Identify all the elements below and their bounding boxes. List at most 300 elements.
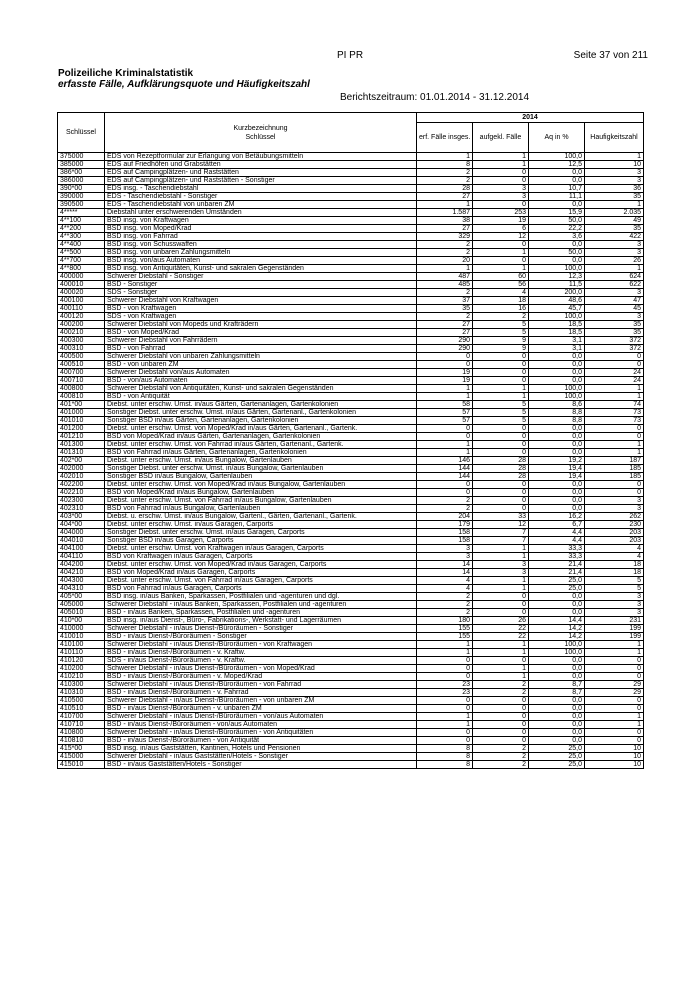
cell-key: 402210: [58, 489, 105, 497]
cell-cases: 2: [417, 289, 473, 297]
table-row: [58, 369, 644, 377]
cell-cases: 2: [417, 609, 473, 617]
cell-solved: 28: [473, 473, 529, 481]
cell-cases: 1: [417, 721, 473, 729]
cell-description: Diebst. unter erschw. Umst. von Fahrrad in/aus Bungalow, Gartenlauben: [105, 497, 417, 505]
table-row: [58, 193, 644, 201]
cell-clearance-rate: 0,0: [529, 241, 585, 249]
cell-cases: 1: [417, 449, 473, 457]
cell-description: BSD - in/aus Dienst-/Büroräumen - Sonstiger: [105, 633, 417, 641]
table-row: [58, 601, 644, 609]
cell-clearance-rate: 10,7: [529, 185, 585, 193]
cell-cases: 27: [417, 321, 473, 329]
cell-description: Schwerer Diebstahl - in/aus Dienst-/Büroräumen - von Kraftwagen: [105, 641, 417, 649]
cell-clearance-rate: 14,2: [529, 633, 585, 641]
table-row: [58, 161, 644, 169]
table-row: [58, 385, 644, 393]
cell-description: Schwerer Diebstahl - in/aus Dienst-/Büroräumen - von Fahrrad: [105, 681, 417, 689]
cell-solved: 5: [473, 409, 529, 417]
cell-frequency: 5: [585, 577, 644, 585]
cell-solved: 26: [473, 617, 529, 625]
cell-cases: 485: [417, 281, 473, 289]
cell-frequency: 24: [585, 377, 644, 385]
cell-description: EDS - Taschendiebstahl von unbaren ZM: [105, 201, 417, 209]
table-row: [58, 313, 644, 321]
cell-solved: 0: [473, 729, 529, 737]
cell-clearance-rate: 3,6: [529, 233, 585, 241]
cell-clearance-rate: 3,1: [529, 337, 585, 345]
cell-cases: 0: [417, 737, 473, 745]
cell-clearance-rate: 25,0: [529, 753, 585, 761]
table-row: [58, 633, 644, 641]
cell-description: BSD insg. in/aus Dienst-, Büro-, Fabrikations-, Werkstatt- und Lagerräumen: [105, 617, 417, 625]
cell-solved: 0: [473, 241, 529, 249]
cell-frequency: 35: [585, 193, 644, 201]
cell-cases: 0: [417, 481, 473, 489]
cell-frequency: 3: [585, 601, 644, 609]
cell-frequency: 35: [585, 321, 644, 329]
cell-description: Sonstiger Diebst. unter erschw. Umst. in/aus Gärten, Gartenanl., Gartenkolonien: [105, 409, 417, 417]
cell-solved: 1: [473, 385, 529, 393]
table-row: [58, 761, 644, 769]
cell-frequency: 1: [585, 153, 644, 161]
cell-clearance-rate: 45,7: [529, 305, 585, 313]
cell-frequency: 3: [585, 177, 644, 185]
cell-clearance-rate: 25,0: [529, 577, 585, 585]
cell-key: 410500: [58, 697, 105, 705]
cell-key: 410120: [58, 657, 105, 665]
cell-cases: 204: [417, 513, 473, 521]
cell-solved: 0: [473, 489, 529, 497]
statistics-table: [57, 112, 644, 769]
cell-solved: 1: [473, 161, 529, 169]
cell-solved: 2: [473, 753, 529, 761]
cell-cases: 2: [417, 601, 473, 609]
cell-solved: 12: [473, 521, 529, 529]
cell-description: Diebst. unter erschw. Umst. von Moped/Krad in/aus Garagen, Carports: [105, 561, 417, 569]
cell-key: 400810: [58, 393, 105, 401]
cell-cases: 487: [417, 273, 473, 281]
column-header-key: Schlüssel: [58, 113, 105, 153]
cell-key: 410710: [58, 721, 105, 729]
cell-solved: 28: [473, 457, 529, 465]
cell-description: BSD von Fahrrad in/aus Garagen, Carports: [105, 585, 417, 593]
table-row: [58, 265, 644, 273]
cell-solved: 28: [473, 465, 529, 473]
cell-frequency: 0: [585, 665, 644, 673]
cell-key: 4*****: [58, 209, 105, 217]
document-title: Polizeiliche Kriminalstatistik: [58, 68, 194, 79]
cell-solved: 56: [473, 281, 529, 289]
cell-cases: 57: [417, 417, 473, 425]
table-row: [58, 625, 644, 633]
cell-key: 402200: [58, 481, 105, 489]
cell-clearance-rate: 0,0: [529, 593, 585, 601]
table-row: [58, 689, 644, 697]
cell-key: 410510: [58, 705, 105, 713]
cell-cases: 179: [417, 521, 473, 529]
table-row: [58, 281, 644, 289]
table-row: [58, 481, 644, 489]
cell-solved: 1: [473, 665, 529, 673]
table-row: [58, 505, 644, 513]
cell-key: 404*00: [58, 521, 105, 529]
cell-cases: 19: [417, 377, 473, 385]
cell-solved: 0: [473, 609, 529, 617]
cell-key: 401210: [58, 433, 105, 441]
cell-frequency: 45: [585, 305, 644, 313]
table-row: [58, 305, 644, 313]
cell-cases: 58: [417, 401, 473, 409]
cell-frequency: 36: [585, 185, 644, 193]
table-row: [58, 537, 644, 545]
cell-clearance-rate: 25,0: [529, 761, 585, 769]
cell-cases: 14: [417, 569, 473, 577]
cell-description: Schwerer Diebstahl - in/aus Gaststätten/Hotels - Sonstiger: [105, 753, 417, 761]
cell-solved: 1: [473, 649, 529, 657]
cell-clearance-rate: 0,0: [529, 377, 585, 385]
cell-key: 405000: [58, 601, 105, 609]
cell-key: 401010: [58, 417, 105, 425]
cell-description: BSD - in/aus Dienst-/Büroräumen - v. Moped/Krad: [105, 673, 417, 681]
cell-clearance-rate: 0,0: [529, 737, 585, 745]
cell-key: 400300: [58, 337, 105, 345]
cell-description: EDS auf Friedhöfen und Grabstätten: [105, 161, 417, 169]
cell-solved: 1: [473, 265, 529, 273]
cell-cases: 38: [417, 217, 473, 225]
cell-cases: 290: [417, 345, 473, 353]
cell-frequency: 1: [585, 441, 644, 449]
table-row: [58, 465, 644, 473]
cell-key: 4**200: [58, 225, 105, 233]
cell-cases: 0: [417, 657, 473, 665]
cell-frequency: 422: [585, 233, 644, 241]
cell-description: Diebst. unter erschw. Umst. in/aus Gärten, Gartenanlagen, Gartenkolonien: [105, 401, 417, 409]
cell-solved: 1: [473, 673, 529, 681]
cell-description: Schwerer Diebstahl - Sonstiger: [105, 273, 417, 281]
cell-solved: 9: [473, 337, 529, 345]
cell-solved: 0: [473, 705, 529, 713]
table-row: [58, 729, 644, 737]
cell-frequency: 49: [585, 217, 644, 225]
table-row: [58, 209, 644, 217]
cell-solved: 0: [473, 737, 529, 745]
cell-frequency: 0: [585, 489, 644, 497]
cell-clearance-rate: 11,5: [529, 281, 585, 289]
cell-key: 415010: [58, 761, 105, 769]
cell-description: BSD - von unbaren ZM: [105, 361, 417, 369]
table-row: [58, 737, 644, 745]
cell-frequency: 203: [585, 537, 644, 545]
cell-cases: 1: [417, 649, 473, 657]
cell-description: EDS von Rezeptformular zur Erlangung von Betäubungsmitteln: [105, 153, 417, 161]
cell-cases: 14: [417, 561, 473, 569]
table-row: [58, 681, 644, 689]
cell-solved: 19: [473, 217, 529, 225]
cell-cases: 158: [417, 537, 473, 545]
cell-solved: 0: [473, 433, 529, 441]
table-row: [58, 353, 644, 361]
cell-cases: 3: [417, 553, 473, 561]
table-row: [58, 449, 644, 457]
cell-clearance-rate: 19,4: [529, 473, 585, 481]
cell-key: 410*00: [58, 617, 105, 625]
cell-cases: 2: [417, 241, 473, 249]
cell-clearance-rate: 0,0: [529, 489, 585, 497]
cell-key: 410100: [58, 641, 105, 649]
column-header-description-line1: Kurzbezeichnung: [233, 124, 288, 132]
cell-frequency: 74: [585, 401, 644, 409]
cell-description: Sonstiger BSD in/aus Gärten, Gartenanlagen, Gartenkolonien: [105, 417, 417, 425]
cell-description: EDS auf Campingplätzen- und Raststätten: [105, 169, 417, 177]
cell-frequency: 3: [585, 289, 644, 297]
cell-description: Diebst. unter erschw. Umst. von Fahrrad in/aus Gärten, Gartenanl., Gartenk.: [105, 441, 417, 449]
cell-frequency: 29: [585, 681, 644, 689]
cell-solved: 1: [473, 585, 529, 593]
cell-description: EDS auf Campingplätzen- und Raststätten - Sonstiger: [105, 177, 417, 185]
cell-key: 4**700: [58, 257, 105, 265]
cell-key: 405*00: [58, 593, 105, 601]
cell-frequency: 185: [585, 465, 644, 473]
cell-key: 4**100: [58, 217, 105, 225]
cell-frequency: 18: [585, 569, 644, 577]
cell-solved: 1: [473, 545, 529, 553]
cell-frequency: 1: [585, 393, 644, 401]
cell-key: 404010: [58, 537, 105, 545]
cell-frequency: 372: [585, 345, 644, 353]
table-row: [58, 297, 644, 305]
cell-clearance-rate: 0,0: [529, 609, 585, 617]
cell-key: 404000: [58, 529, 105, 537]
cell-frequency: 0: [585, 657, 644, 665]
cell-description: Schwerer Diebstahl von Antiquitäten, Kunst- und sakralen Gegenständen: [105, 385, 417, 393]
cell-frequency: 1: [585, 265, 644, 273]
cell-clearance-rate: 0,0: [529, 713, 585, 721]
table-row: [58, 153, 644, 161]
table-row: [58, 345, 644, 353]
table-row: [58, 169, 644, 177]
cell-frequency: 2.035: [585, 209, 644, 217]
cell-solved: 18: [473, 297, 529, 305]
cell-solved: 6: [473, 225, 529, 233]
cell-clearance-rate: 100,0: [529, 641, 585, 649]
column-header-description: [105, 113, 417, 153]
table-row: [58, 289, 644, 297]
cell-description: BSD - in/aus Gaststätten/Hotels - Sonstiger: [105, 761, 417, 769]
cell-frequency: 3: [585, 169, 644, 177]
column-header-description-line2: Schlüssel: [245, 133, 276, 141]
cell-frequency: 199: [585, 625, 644, 633]
table-row: [58, 697, 644, 705]
reporting-period: Berichtszeitraum: 01.01.2014 - 31.12.2014: [340, 92, 530, 103]
cell-cases: 2: [417, 169, 473, 177]
cell-solved: 1: [473, 641, 529, 649]
cell-solved: 3: [473, 193, 529, 201]
cell-frequency: 372: [585, 337, 644, 345]
cell-description: Schwerer Diebstahl von Fahrrädern: [105, 337, 417, 345]
cell-clearance-rate: 100,0: [529, 313, 585, 321]
cell-frequency: 10: [585, 161, 644, 169]
cell-description: Diebst. u. erschw. Umst. in/aus Bungalow, Gartenl., Gärten, Gartenanl., Gartenk.: [105, 513, 417, 521]
cell-frequency: 1: [585, 201, 644, 209]
cell-description: BSD - in/aus Banken, Sparkassen, Postfilialen und -agenturen: [105, 609, 417, 617]
cell-frequency: 1: [585, 721, 644, 729]
cell-frequency: 4: [585, 553, 644, 561]
table-row: [58, 569, 644, 577]
cell-solved: 0: [473, 377, 529, 385]
cell-description: Schwerer Diebstahl von Kraftwagen: [105, 297, 417, 305]
cell-key: 405010: [58, 609, 105, 617]
cell-description: BSD von Fahrrad in/aus Bungalow, Gartenlauben: [105, 505, 417, 513]
cell-cases: 146: [417, 457, 473, 465]
cell-description: EDS insg. - Taschendiebstahl: [105, 185, 417, 193]
cell-cases: 23: [417, 689, 473, 697]
cell-solved: 33: [473, 513, 529, 521]
cell-frequency: 1: [585, 713, 644, 721]
cell-key: 403*00: [58, 513, 105, 521]
cell-description: BSD - von Fahrrad: [105, 345, 417, 353]
cell-clearance-rate: 6,7: [529, 521, 585, 529]
cell-key: 4**800: [58, 265, 105, 273]
cell-key: 4**500: [58, 249, 105, 257]
cell-clearance-rate: 50,0: [529, 249, 585, 257]
cell-key: 401000: [58, 409, 105, 417]
cell-frequency: 3: [585, 505, 644, 513]
cell-description: BSD - in/aus Dienst-/Büroräumen - v. unbaren ZM: [105, 705, 417, 713]
cell-frequency: 10: [585, 753, 644, 761]
cell-solved: 0: [473, 441, 529, 449]
table-row: [58, 753, 644, 761]
cell-key: 390000: [58, 193, 105, 201]
cell-key: 410800: [58, 729, 105, 737]
cell-clearance-rate: 0,0: [529, 425, 585, 433]
cell-clearance-rate: 4,4: [529, 529, 585, 537]
cell-key: 404310: [58, 585, 105, 593]
cell-clearance-rate: 0,0: [529, 729, 585, 737]
table-row: [58, 745, 644, 753]
cell-frequency: 0: [585, 737, 644, 745]
cell-clearance-rate: 100,0: [529, 393, 585, 401]
cell-key: 400310: [58, 345, 105, 353]
cell-description: SDS - in/aus Dienst-/Büroräumen - v. Kraftw.: [105, 657, 417, 665]
table-row: [58, 713, 644, 721]
cell-description: Schwerer Diebstahl - in/aus Dienst-/Büroräumen - von Antiquitäten: [105, 729, 417, 737]
cell-frequency: 24: [585, 369, 644, 377]
cell-cases: 8: [417, 753, 473, 761]
cell-key: 415000: [58, 753, 105, 761]
cell-cases: 27: [417, 225, 473, 233]
cell-clearance-rate: 19,4: [529, 465, 585, 473]
cell-frequency: 73: [585, 409, 644, 417]
cell-clearance-rate: 0,0: [529, 257, 585, 265]
table-row: [58, 521, 644, 529]
cell-key: 410300: [58, 681, 105, 689]
cell-clearance-rate: 12,3: [529, 273, 585, 281]
cell-frequency: 3: [585, 241, 644, 249]
cell-solved: 9: [473, 345, 529, 353]
cell-cases: 158: [417, 529, 473, 537]
cell-frequency: 26: [585, 257, 644, 265]
table-row: [58, 233, 644, 241]
cell-clearance-rate: 0,0: [529, 481, 585, 489]
cell-solved: 5: [473, 321, 529, 329]
cell-description: BSD - von/aus Automaten: [105, 377, 417, 385]
cell-description: BSD insg. von Kraftwagen: [105, 217, 417, 225]
cell-cases: 8: [417, 745, 473, 753]
cell-frequency: 3: [585, 593, 644, 601]
table-header: [58, 113, 644, 153]
cell-solved: 0: [473, 257, 529, 265]
cell-frequency: 262: [585, 513, 644, 521]
cell-key: 400700: [58, 369, 105, 377]
table-row: [58, 417, 644, 425]
cell-solved: 0: [473, 361, 529, 369]
cell-description: SDS - Sonstiger: [105, 289, 417, 297]
cell-cases: 8: [417, 161, 473, 169]
cell-clearance-rate: 25,0: [529, 745, 585, 753]
table-row: [58, 545, 644, 553]
cell-cases: 1: [417, 201, 473, 209]
cell-description: BSD insg. von Antiquitäten, Kunst- und sakralen Gegenständen: [105, 265, 417, 273]
cell-cases: 2: [417, 177, 473, 185]
cell-description: Schwerer Diebstahl von Mopeds und Krafträdern: [105, 321, 417, 329]
cell-frequency: 0: [585, 729, 644, 737]
cell-description: BSD insg. von Moped/Krad: [105, 225, 417, 233]
table-row: [58, 329, 644, 337]
cell-solved: 1: [473, 553, 529, 561]
cell-cases: 0: [417, 673, 473, 681]
cell-clearance-rate: 12,5: [529, 161, 585, 169]
cell-solved: 0: [473, 657, 529, 665]
cell-clearance-rate: 100,0: [529, 385, 585, 393]
cell-solved: 253: [473, 209, 529, 217]
cell-cases: 1: [417, 385, 473, 393]
cell-cases: 1: [417, 265, 473, 273]
cell-frequency: 5: [585, 585, 644, 593]
cell-cases: 2: [417, 313, 473, 321]
cell-frequency: 0: [585, 697, 644, 705]
cell-cases: 2: [417, 249, 473, 257]
cell-solved: 12: [473, 233, 529, 241]
cell-cases: 180: [417, 617, 473, 625]
cell-clearance-rate: 0,0: [529, 673, 585, 681]
cell-key: 410200: [58, 665, 105, 673]
cell-clearance-rate: 0,0: [529, 169, 585, 177]
table-row: [58, 441, 644, 449]
cell-description: BSD von Moped/Krad in/aus Bungalow, Gartenlauben: [105, 489, 417, 497]
table-row: [58, 489, 644, 497]
cell-key: 402300: [58, 497, 105, 505]
table-row: [58, 225, 644, 233]
cell-key: 385000: [58, 161, 105, 169]
cell-solved: 0: [473, 425, 529, 433]
cell-clearance-rate: 21,4: [529, 569, 585, 577]
cell-frequency: 10: [585, 745, 644, 753]
cell-key: 404300: [58, 577, 105, 585]
cell-cases: 1: [417, 393, 473, 401]
column-header-frequency: Haufigkeitszahl: [585, 123, 644, 153]
cell-solved: 22: [473, 633, 529, 641]
cell-solved: 0: [473, 481, 529, 489]
cell-key: 410310: [58, 689, 105, 697]
table-row: [58, 585, 644, 593]
cell-frequency: 35: [585, 225, 644, 233]
table-row: [58, 609, 644, 617]
cell-cases: 1.587: [417, 209, 473, 217]
cell-solved: 1: [473, 577, 529, 585]
cell-description: BSD von Fahrrad in/aus Gärten, Gartenanlagen, Gartenkolonien: [105, 449, 417, 457]
cell-frequency: 185: [585, 473, 644, 481]
